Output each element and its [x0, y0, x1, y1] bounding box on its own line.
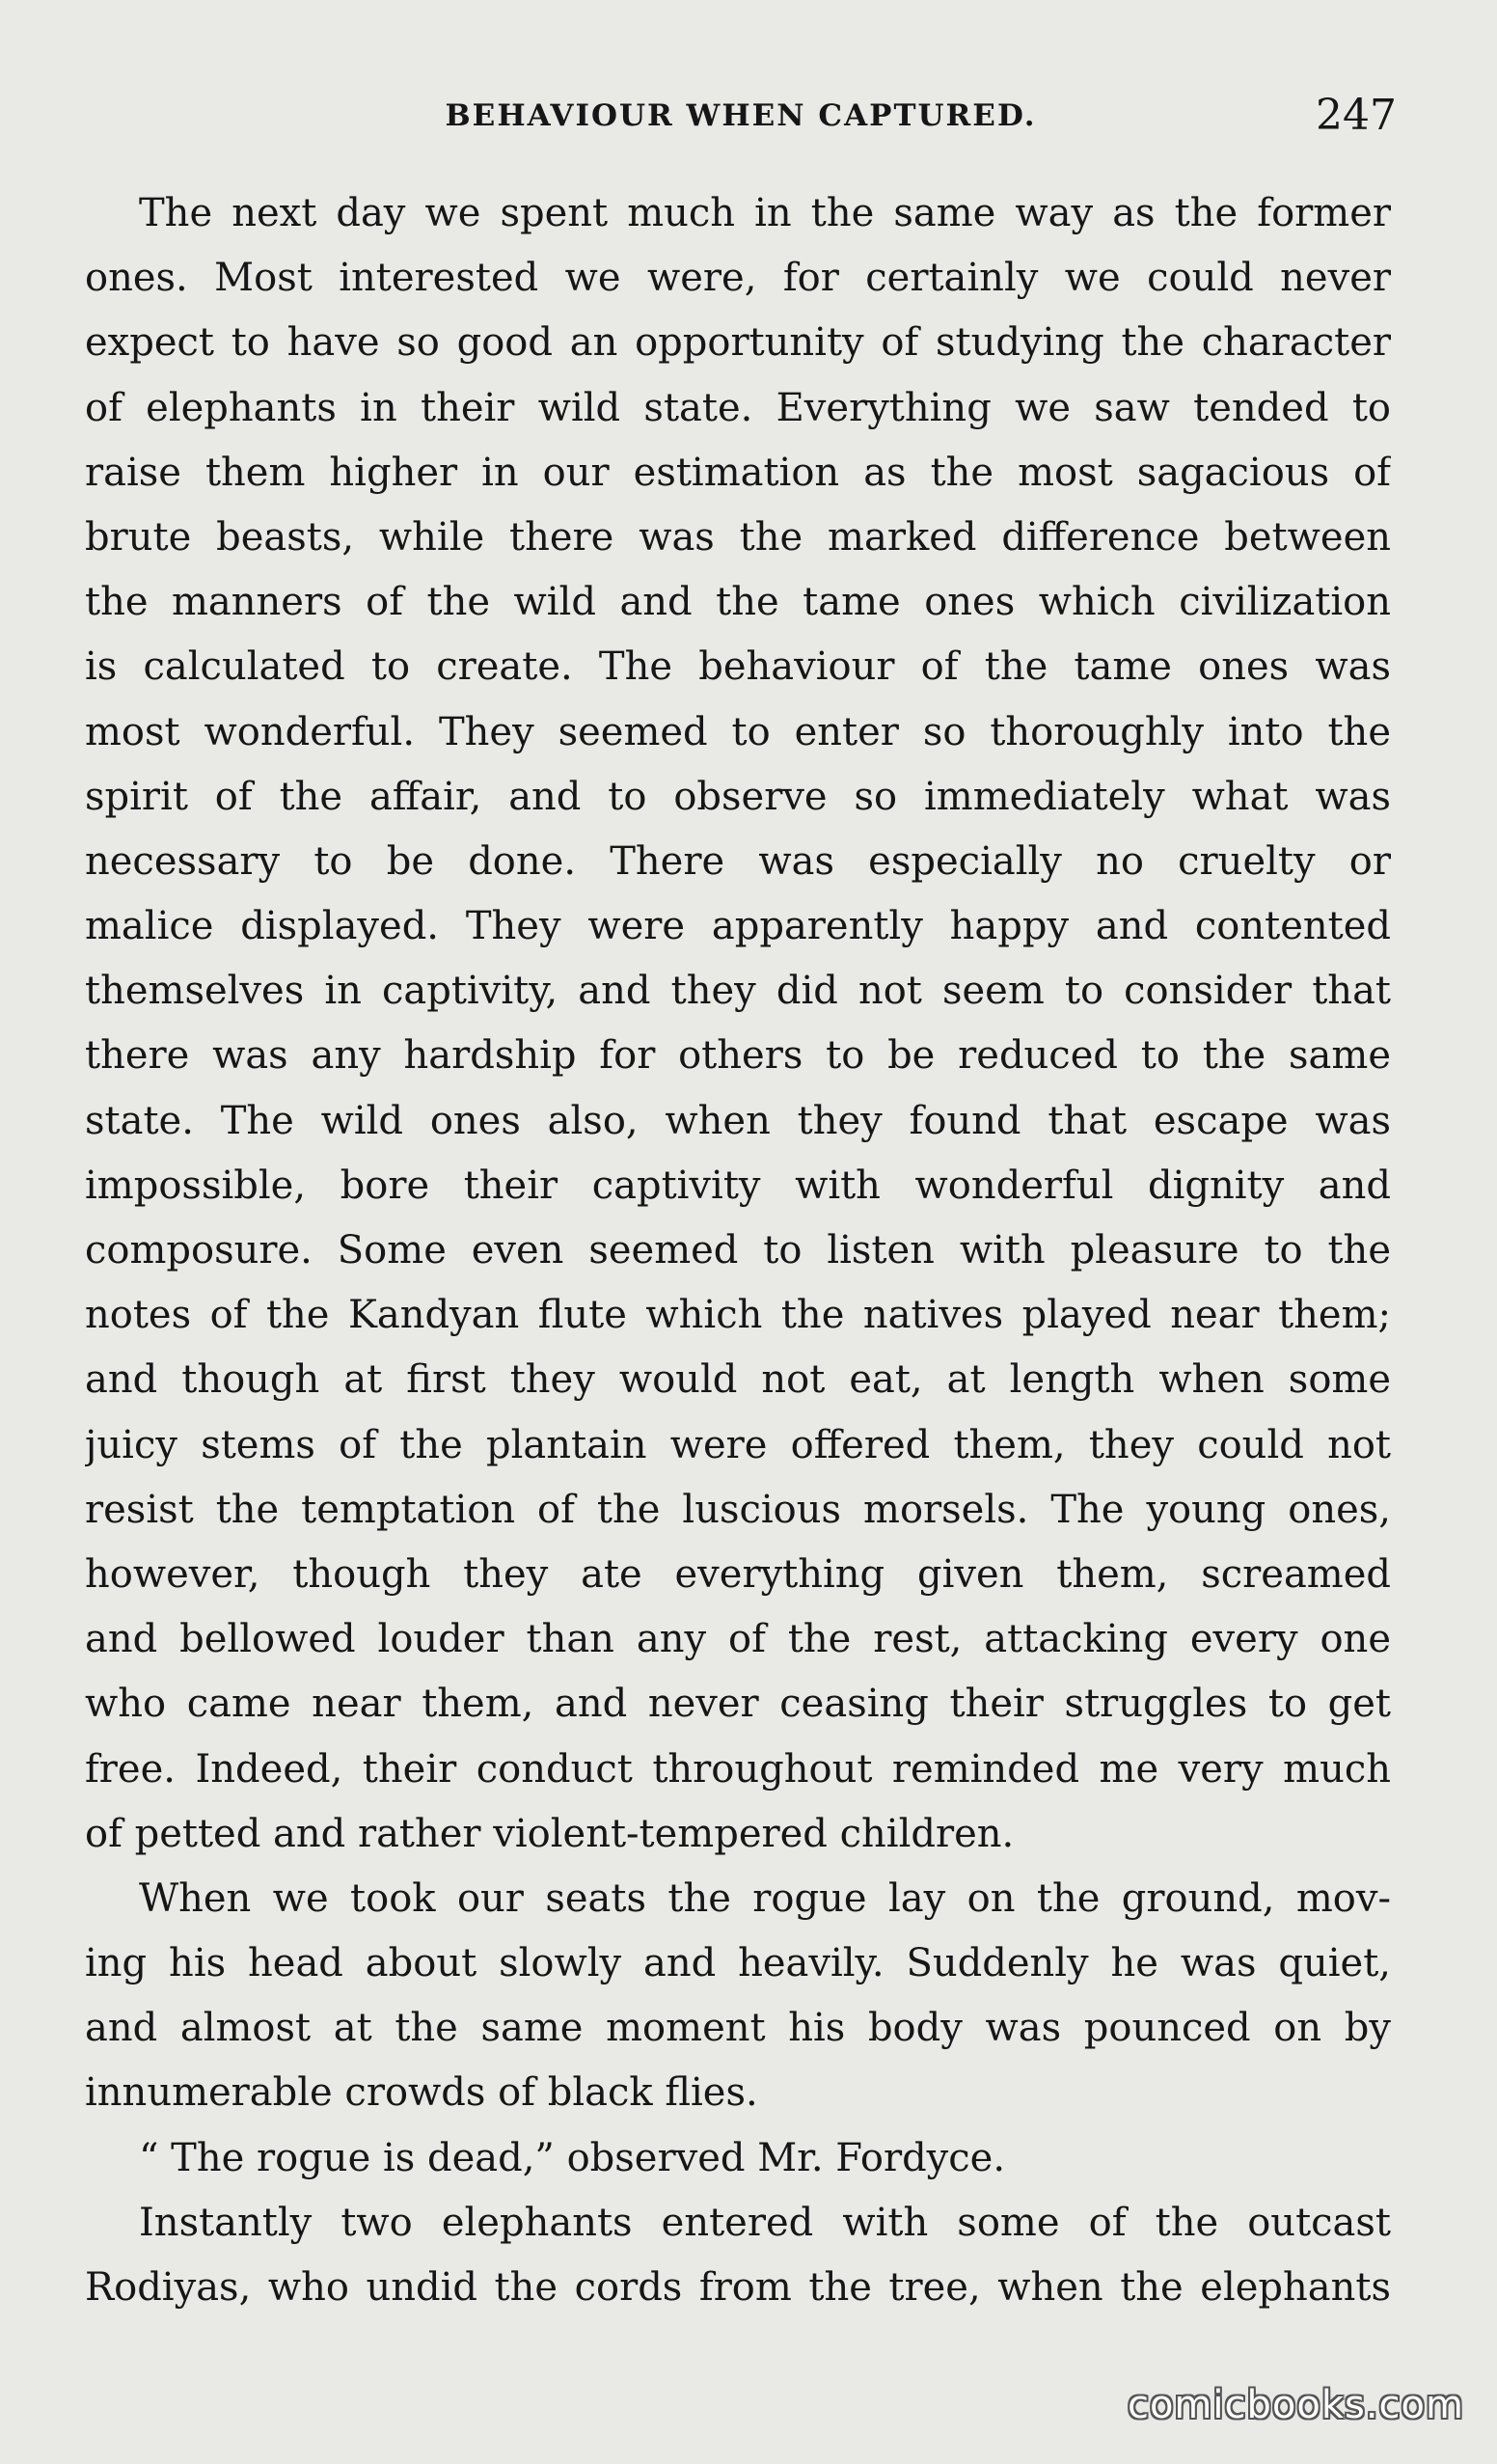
text-line: composure. Some even seemed to listen with pleasure to the: [85, 1228, 1391, 1273]
text-line: spirit of the affair, and to observe so immediately what was: [85, 774, 1391, 819]
body-text: [85, 181, 1391, 2320]
text-line: resist the temptation of the luscious morsels. The young ones,: [85, 1487, 1391, 1532]
text-line: of petted and rather violent-tempered children.: [85, 1811, 1015, 1856]
text-line: state. The wild ones also, when they found that escape was: [85, 1098, 1391, 1143]
page-number: 247: [1316, 91, 1397, 140]
text-line: themselves in captivity, and they did not seem to consider that: [85, 969, 1391, 1014]
text-line: most wonderful. They seemed to enter so thoroughly into the: [85, 709, 1391, 754]
text-line: necessary to be done. There was especially no cruelty or: [85, 838, 1391, 884]
text-line: and though at first they would not eat, at length when some: [85, 1357, 1391, 1403]
text-line: “ The rogue is dead,” observed Mr. Fordyce.: [139, 2135, 1006, 2180]
text-line: expect to have so good an opportunity of studying the character: [85, 320, 1391, 366]
text-line: of elephants in their wild state. Everything we saw tended to: [85, 385, 1391, 430]
text-line: and bellowed louder than any of the rest, attacking every one: [85, 1617, 1391, 1662]
running-head: [85, 87, 1397, 145]
text-line: who came near them, and never ceasing their struggles to get: [85, 1682, 1391, 1727]
text-line: The next day we spent much in the same way as the former: [139, 191, 1391, 235]
text-line: Instantly two elephants entered with some of the outcast: [139, 2200, 1391, 2245]
text-line: notes of the Kandyan flute which the natives played near them;: [85, 1293, 1391, 1338]
text-line: and almost at the same moment his body was pounced on by: [85, 2006, 1391, 2051]
text-line: free. Indeed, their conduct throughout reminded me very much: [85, 1746, 1391, 1792]
running-title: BEHAVIOUR WHEN CAPTURED.: [445, 98, 1037, 133]
text-line: there was any hardship for others to be reduced to the same: [85, 1033, 1391, 1079]
text-line: raise them higher in our estimation as the most sagacious of: [85, 450, 1391, 495]
watermark: comicbooks.com: [1127, 2383, 1464, 2427]
text-line: brute beasts, while there was the marked difference between: [85, 514, 1391, 560]
text-line: however, though they ate everything given them, screamed: [85, 1551, 1391, 1597]
text-line: ones. Most interested we were, for certainly we could never: [85, 256, 1391, 301]
text-line: ing his head about slowly and heavily. Suddenly he was quiet,: [85, 1941, 1391, 1986]
text-line: juicy stems of the plantain were offered them, they could not: [85, 1422, 1391, 1467]
text-line: When we took our seats the rogue lay on the ground, mov-: [139, 1875, 1391, 1921]
text-line: innumerable crowds of black flies.: [85, 2070, 758, 2116]
text-line: is calculated to create. The behaviour of the tame ones was: [85, 644, 1391, 690]
text-line: impossible, bore their captivity with wonderful dignity and: [85, 1163, 1391, 1208]
text-line: Rodiyas, who undid the cords from the tree, when the elephants: [85, 2265, 1391, 2310]
text-line: the manners of the wild and the tame ones which civilization: [85, 580, 1391, 625]
text-line: malice displayed. They were apparently happy and contented: [85, 904, 1391, 949]
